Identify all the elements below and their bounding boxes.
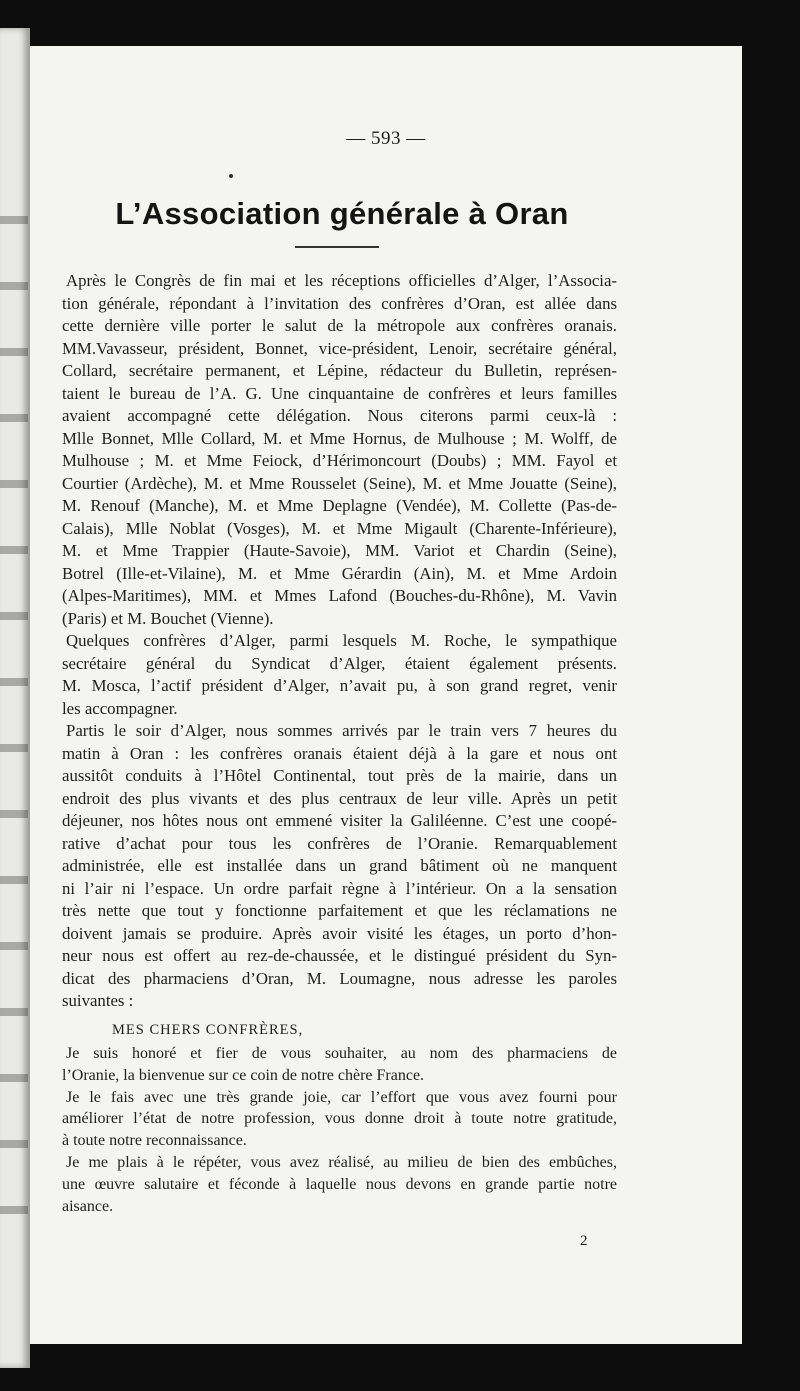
body-line: Calais), Mlle Noblat (Vosges), M. et Mme Migault (Charente-Inférieure), (62, 518, 617, 538)
body-line: aussitôt conduits à l’Hôtel Continental, tout près de la mairie, dans un (62, 766, 617, 785)
body-line: Courtier (Ardèche), M. et Mme Rousselet (Seine), M. et Mme Jouatte (Seine), (62, 473, 617, 493)
body-line: ni l’air ni l’espace. Un ordre parfait règne à l’intérieur. On a la sensation (62, 878, 617, 898)
body-line: suivantes : (62, 991, 134, 1010)
body-line: matin à Oran : les confrères oranais étaient déjà à la gare et nous ont (62, 743, 617, 763)
document-page (30, 46, 742, 1344)
body-line: MM.Vavasseur, président, Bonnet, vice-président, Lenoir, secrétaire général, (62, 338, 617, 358)
body-line: dicat des pharmaciens d’Oran, M. Loumagne, nous adresse les paroles (62, 968, 617, 988)
body-line: Mlle Bonnet, Mlle Collard, M. et Mme Hornus, de Mulhouse ; M. Wolff, de (62, 428, 617, 448)
body-line: neur nous est offert au rez-de-chaussée, et le distingué président du Syn- (62, 946, 617, 965)
speech-line: à toute notre reconnaissance. (62, 1132, 247, 1150)
body-line: Mulhouse ; M. et Mme Feiock, d’Hérimoncourt (Doubs) ; MM. Fayol et (62, 451, 617, 470)
article-body (62, 270, 617, 1217)
previous-page-text-fragments (0, 158, 28, 1268)
body-line: administrée, elle est installée dans un grand bâtiment où ne manquent (62, 856, 617, 875)
body-line: secrétaire général du Syndicat d’Alger, étaient également présents. (62, 653, 617, 673)
body-line: Partis le soir d’Alger, nous sommes arrivés par le train vers 7 heures du (66, 721, 617, 740)
body-line: déjeuner, nos hôtes nous ont emmené visiter la Galiléenne. C’est une coopé- (62, 811, 617, 830)
body-line: tion générale, répondant à l’invitation des confrères d’Oran, est allée dans (62, 293, 617, 313)
body-line: les accompagner. (62, 698, 178, 718)
signature-mark: 2 (580, 1233, 588, 1249)
speech-line: une œuvre salutaire et féconde à laquelle nous devons en grande partie notre (62, 1175, 617, 1193)
speech-line: Je suis honoré et fier de vous souhaiter, au nom des pharmaciens de (66, 1045, 617, 1062)
speech-text (62, 1043, 617, 1217)
body-line: M. Mosca, l’actif président d’Alger, n’avait pu, à son grand regret, venir (62, 676, 617, 695)
body-line: cette dernière ville porter le salut de la métropole aux confrères oranais. (62, 316, 617, 335)
ink-dot (229, 174, 233, 178)
body-line: doivent jamais se produire. Après avoir visité les étages, un porto d’hon- (62, 923, 617, 943)
body-line: Botrel (Ille-et-Vilaine), M. et Mme Gérardin (Ain), M. et Mme Ardoin (62, 563, 617, 583)
speech-line: aisance. (62, 1197, 114, 1215)
body-line: endroit des plus vivants et des plus centraux de leur ville. Après un petit (62, 788, 617, 808)
title-rule (295, 246, 379, 248)
speech-line: Je me plais à le répéter, vous avez réalisé, au milieu de bien des embûches, (66, 1153, 617, 1171)
body-line: rative d’achat pour tous les confrères de l’Oranie. Remarquablement (62, 833, 617, 853)
article-title: L’Association générale à Oran (115, 196, 569, 231)
body-line: (Alpes-Maritimes), MM. et Mmes Lafond (Bouches-du-Rhône), M. Vavin (62, 586, 617, 605)
body-line: Après le Congrès de fin mai et les réceptions officielles d’Alger, l’Associa- (66, 271, 617, 290)
speech-greeting: MES CHERS CONFRÈRES, (112, 1021, 304, 1038)
page-number: — 593 — (346, 128, 426, 149)
body-line: Collard, secrétaire permanent, et Lépine, rédacteur du Bulletin, représen- (62, 361, 617, 380)
previous-page-edge (0, 28, 30, 1368)
body-line: Quelques confrères d’Alger, parmi lesquels M. Roche, le sympathique (66, 631, 617, 650)
body-line: très nette que tout y fonctionne parfaitement et que les réclamations ne (62, 901, 617, 920)
body-line: avaient accompagné cette délégation. Nous citerons parmi ceux-là : (62, 406, 617, 425)
body-line: M. et Mme Trappier (Haute-Savoie), MM. Variot et Chardin (Seine), (62, 541, 617, 560)
speech-line: Je le fais avec une très grande joie, car l’effort que vous avez fourni pour (66, 1088, 617, 1106)
body-line: taient le bureau de l’A. G. Une cinquantaine de confrères et leurs familles (62, 383, 617, 403)
speech-line: l’Oranie, la bienvenue sur ce coin de notre chère France. (62, 1066, 425, 1084)
speech-line: améliorer l’état de notre profession, vous donne droit à toute notre gratitude, (62, 1110, 617, 1128)
body-line: (Paris) et M. Bouchet (Vienne). (62, 608, 274, 628)
body-line: M. Renouf (Manche), M. et Mme Deplagne (Vendée), M. Collette (Pas-de- (62, 496, 617, 515)
